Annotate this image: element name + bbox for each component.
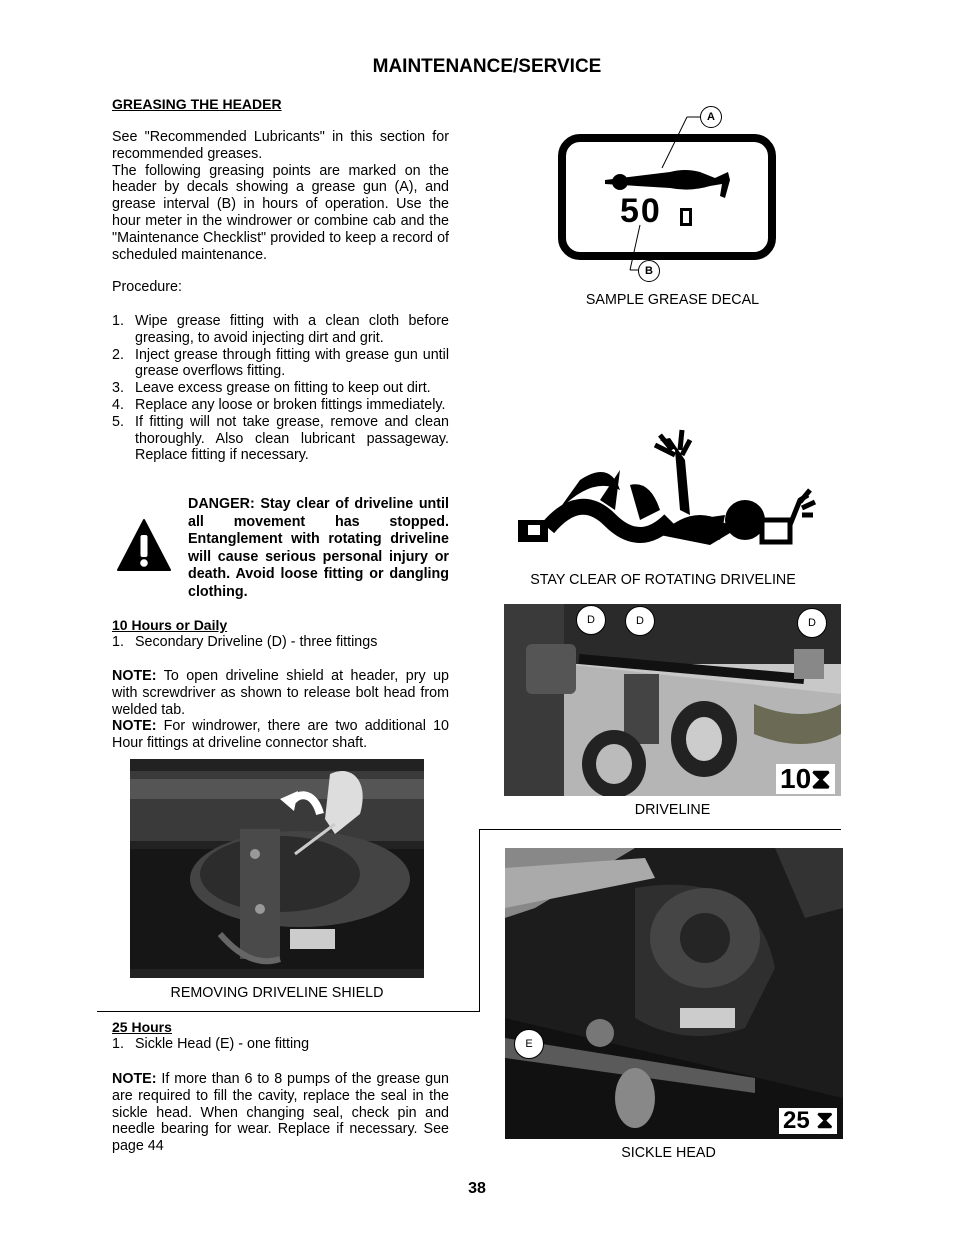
- procedure-step: [112, 380, 449, 397]
- sickle-caption: SICKLE HEAD: [621, 1145, 716, 1161]
- hourglass-icon: ⧗: [816, 1107, 834, 1134]
- divider-line: [479, 829, 841, 830]
- note-text: For windrower, there are two additional 10 Hour fittings at driveline connector shaft.: [112, 718, 449, 752]
- item-text: Secondary Driveline (D) - three fittings: [135, 634, 378, 650]
- procedure-list: [112, 313, 449, 464]
- ten-hours-list: [112, 634, 449, 651]
- hours-number: 10: [780, 763, 812, 794]
- decal-caption: SAMPLE GREASE DECAL: [585, 292, 760, 308]
- greasing-heading: GREASING THE HEADER: [112, 96, 282, 112]
- grease-decal-figure: [550, 100, 780, 285]
- hours-decal-25: [779, 1108, 837, 1134]
- note-text: If more than 6 to 8 pumps of the grease gun are required to fill the cavity, replace the seal in the sickle head. When changing seal, check pin and needle bearing for wear. Replace if necessary. See page 44: [112, 1071, 449, 1155]
- page-number: 38: [468, 1180, 486, 1197]
- sickle-head-photo: [505, 848, 843, 1139]
- stay-clear-caption: STAY CLEAR OF ROTATING DRIVELINE: [530, 572, 796, 588]
- step-number: 5.: [112, 413, 124, 430]
- ten-hours-heading: 10 Hours or Daily: [112, 617, 228, 633]
- step-text: Wipe grease fitting with a clean cloth before greasing, to avoid injecting dirt and grit.: [135, 313, 449, 346]
- procedure-step: [112, 313, 449, 347]
- note-2: [112, 718, 449, 752]
- hours-number: 25: [783, 1107, 810, 1134]
- step-text: Leave excess grease on fitting to keep out dirt.: [135, 380, 431, 397]
- shield-caption: REMOVING DRIVELINE SHIELD: [170, 985, 384, 1001]
- page-title: MAINTENANCE/SERVICE: [372, 56, 602, 77]
- list-item: [112, 634, 449, 651]
- divider-line: [97, 1011, 479, 1012]
- callout-d: D: [576, 605, 606, 635]
- note-1: [112, 668, 449, 718]
- twentyfive-hours-note: [112, 1071, 449, 1155]
- twentyfive-hours-heading: 25 Hours: [112, 1019, 172, 1035]
- procedure-step: [112, 397, 449, 414]
- procedure-label: Procedure:: [112, 279, 182, 295]
- item-number: 1.: [112, 634, 124, 650]
- decal-hours-number: 50: [620, 192, 662, 230]
- callout-b: B: [638, 260, 660, 282]
- list-item: [112, 1036, 449, 1053]
- step-number: 4.: [112, 396, 124, 413]
- warning-triangle-icon: [116, 518, 172, 572]
- item-text: Sickle Head (E) - one fitting: [135, 1036, 310, 1052]
- step-text: If fitting will not take grease, remove and clean thoroughly. Also clean lubricant passageway. Replace fitting if necessary.: [135, 413, 449, 464]
- greasing-intro: [112, 129, 449, 263]
- note-label: NOTE:: [112, 718, 157, 735]
- stay-clear-driveline-pictogram: [510, 420, 840, 565]
- driveline-photo: [504, 604, 841, 796]
- divider-line: [479, 829, 480, 1012]
- step-number: 3.: [112, 380, 124, 397]
- callout-e: E: [514, 1029, 544, 1059]
- callout-d: D: [797, 608, 827, 638]
- greasing-para-2: The following greasing points are marked on the header by decals showing a grease gun (A), and grease interval (B) in hours of operation. Use the hour meter in the windrower or combine cab and the "Maintenance Checklist" provided to keep a record of scheduled maintenance.: [112, 162, 449, 263]
- step-text: Inject grease through fitting with grease gun until grease overflows fitting.: [135, 346, 449, 380]
- danger-text: DANGER: Stay clear of driveline until all movement has stopped. Entanglement with rotating driveline will cause serious personal injury or death. Avoid loose fitting or dangling clothing.: [188, 496, 449, 600]
- step-text: Replace any loose or broken fittings immediately.: [135, 396, 446, 413]
- callout-a: A: [700, 106, 722, 128]
- note-label: NOTE:: [112, 1071, 157, 1087]
- driveline-caption: DRIVELINE: [634, 802, 711, 818]
- note: [112, 1071, 449, 1155]
- note-label: NOTE:: [112, 668, 157, 684]
- item-number: 1.: [112, 1036, 124, 1052]
- procedure-step: [112, 414, 449, 464]
- step-number: 1.: [112, 313, 124, 329]
- ten-hours-notes: [112, 668, 449, 752]
- procedure-step: [112, 347, 449, 381]
- callout-d: D: [625, 606, 655, 636]
- note-text: To open driveline shield at header, pry up with screwdriver as shown to release bolt head from welded tab.: [112, 668, 449, 718]
- driveline-shield-photo: [130, 759, 424, 978]
- step-number: 2.: [112, 346, 124, 363]
- hours-decal-10: [776, 764, 835, 794]
- twentyfive-hours-list: [112, 1036, 449, 1053]
- greasing-para-1: See "Recommended Lubricants" in this section for recommended greases.: [112, 129, 449, 162]
- hourglass-icon: ⧗: [811, 763, 831, 794]
